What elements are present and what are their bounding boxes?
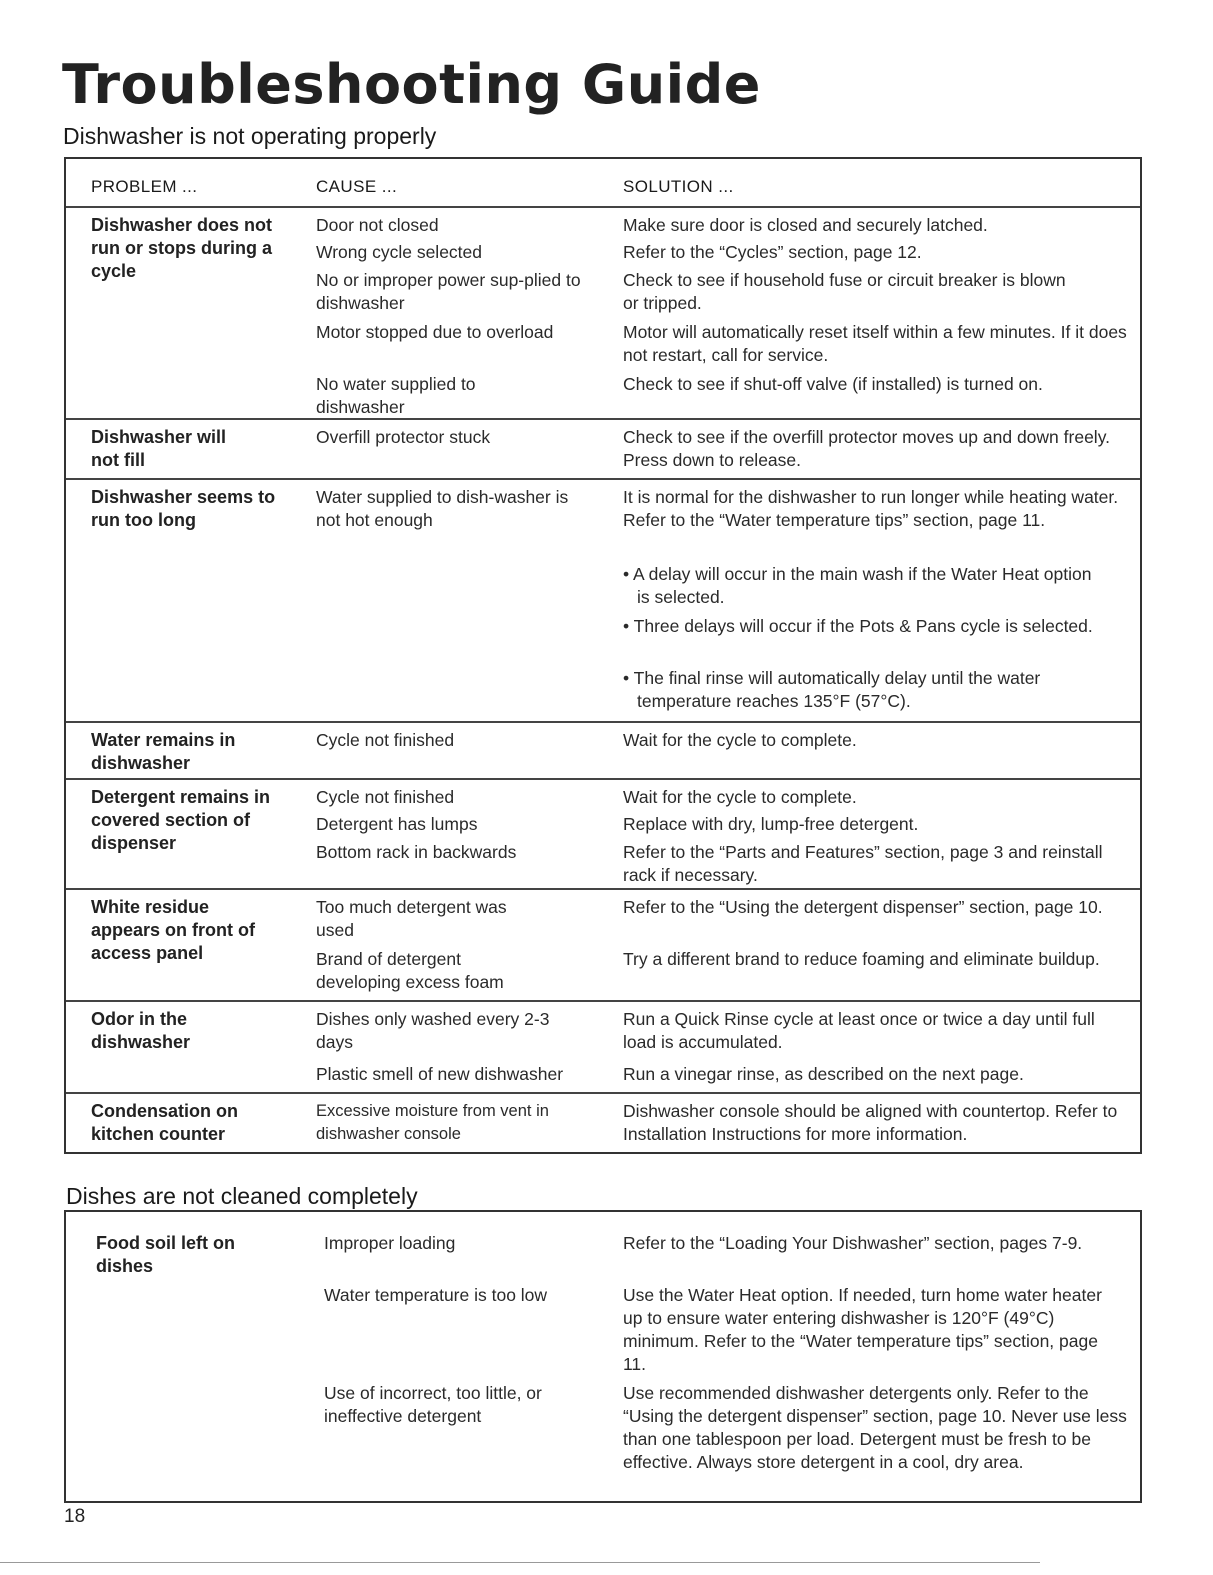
problem-label: Dishwasher will not fill — [91, 427, 227, 470]
table-row — [66, 1092, 1140, 1154]
cause-text: Water supplied to dish-washer is not hot enough — [316, 487, 569, 530]
cause-text: Overfill protector stuck — [316, 427, 491, 447]
solution-text: Refer to the “Parts and Features” section, page 3 and reinstall rack if necessary. — [623, 842, 1103, 885]
solution-text: Refer to the “Loading Your Dishwasher” section, pages 7-9. — [623, 1233, 1083, 1253]
cause-text: Cycle not finished — [316, 730, 455, 750]
troubleshooting-table-cleaning — [64, 1210, 1142, 1503]
cause-text: Too much detergent was used — [316, 897, 507, 940]
solution-text: Wait for the cycle to complete. — [623, 730, 857, 750]
solution-bullet: • The final rinse will automatically delay until the water temperature reaches 135°F (57°C). — [623, 668, 1041, 711]
section-heading-not-cleaned: Dishes are not cleaned completely — [66, 1183, 418, 1209]
cause-text: Dishes only washed every 2-3 days — [316, 1009, 550, 1052]
problem-label: White residue appears on front of access panel — [91, 897, 256, 963]
problem-label: Odor in the dishwasher — [91, 1009, 191, 1052]
cause-text: Excessive moisture from vent in dishwasher console — [316, 1102, 549, 1143]
table-row — [66, 206, 1140, 420]
page-title: Troubleshooting Guide — [62, 53, 761, 116]
page-number: 18 — [64, 1506, 86, 1527]
cause-text: Wrong cycle selected — [316, 242, 483, 262]
table-row — [66, 418, 1140, 480]
table-row — [66, 721, 1140, 780]
problem-label: Food soil left on dishes — [96, 1233, 235, 1276]
cause-text: No or improper power sup-plied to dishwasher — [316, 270, 581, 313]
cause-text: Detergent has lumps — [316, 814, 478, 834]
troubleshooting-table-operating — [64, 157, 1142, 1154]
solution-text: It is normal for the dishwasher to run longer while heating water. Refer to the “Water temperature tips” section, page 11. — [623, 487, 1119, 530]
problem-label: Detergent remains in covered section of dispenser — [91, 787, 271, 853]
cause-text: Cycle not finished — [316, 787, 455, 807]
solution-text: Check to see if household fuse or circuit breaker is blown or tripped. — [623, 270, 1066, 313]
section-heading-not-operating: Dishwasher is not operating properly — [63, 123, 437, 149]
cause-text: Plastic smell of new dishwasher — [316, 1064, 564, 1084]
table-row — [66, 888, 1140, 1002]
footer-rule — [0, 1562, 1040, 1563]
problem-label: Water remains in dishwasher — [91, 730, 236, 773]
solution-bullet: • Three delays will occur if the Pots & Pans cycle is selected. — [623, 616, 1093, 636]
solution-text: Replace with dry, lump-free detergent. — [623, 814, 919, 834]
table-row — [66, 478, 1140, 723]
cause-text: Improper loading — [324, 1233, 456, 1253]
solution-text: Try a different brand to reduce foaming and eliminate buildup. — [623, 949, 1100, 969]
problem-label: Condensation on kitchen counter — [91, 1101, 238, 1144]
column-header-cause: CAUSE ... — [316, 177, 398, 196]
table-row — [66, 778, 1140, 890]
cause-text: No water supplied to dishwasher — [316, 374, 476, 417]
problem-label: Dishwasher does not run or stops during a cycle — [91, 215, 273, 281]
solution-text: Refer to the “Cycles” section, page 12. — [623, 242, 922, 262]
solution-text: Run a vinegar rinse, as described on the next page. — [623, 1064, 1024, 1084]
solution-text: Run a Quick Rinse cycle at least once or twice a day until full load is accumulated. — [623, 1009, 1095, 1052]
column-header-solution: SOLUTION ... — [623, 177, 734, 196]
cause-text: Bottom rack in backwards — [316, 842, 517, 862]
cause-text: Water temperature is too low — [324, 1285, 548, 1305]
table-row — [66, 1000, 1140, 1094]
solution-text: Dishwasher console should be aligned with countertop. Refer to Installation Instructions for more information. — [623, 1101, 1118, 1144]
solution-text: Make sure door is closed and securely latched. — [623, 215, 988, 235]
solution-bullet: • A delay will occur in the main wash if the Water Heat option is selected. — [623, 564, 1092, 607]
table-row — [66, 1226, 1140, 1501]
solution-text: Refer to the “Using the detergent dispenser” section, page 10. — [623, 897, 1103, 917]
solution-text: Use the Water Heat option. If needed, turn home water heater up to ensure water entering dishwasher is 120°F (49°C) minimum. Refer to the “Water temperature tips” section, page 11. — [623, 1285, 1102, 1374]
solution-text: Check to see if the overfill protector moves up and down freely. Press down to release. — [623, 427, 1111, 470]
solution-text: Check to see if shut-off valve (if installed) is turned on. — [623, 374, 1043, 394]
cause-text: Door not closed — [316, 215, 439, 235]
cause-text: Motor stopped due to overload — [316, 322, 554, 342]
solution-text: Use recommended dishwasher detergents only. Refer to the “Using the detergent dispenser” section, page 10. Never use less than one tablespoon per load. Detergent must be fresh to be effective. Always store detergent in a cool, dry area. — [623, 1383, 1127, 1472]
problem-label: Dishwasher seems to run too long — [91, 487, 276, 530]
cause-text: Brand of detergent developing excess foam — [316, 949, 504, 992]
solution-text: Motor will automatically reset itself within a few minutes. If it does not restart, call for service. — [623, 322, 1127, 365]
column-header-problem: PROBLEM ... — [91, 177, 198, 196]
cause-text: Use of incorrect, too little, or ineffective detergent — [324, 1383, 542, 1426]
solution-text: Wait for the cycle to complete. — [623, 787, 857, 807]
